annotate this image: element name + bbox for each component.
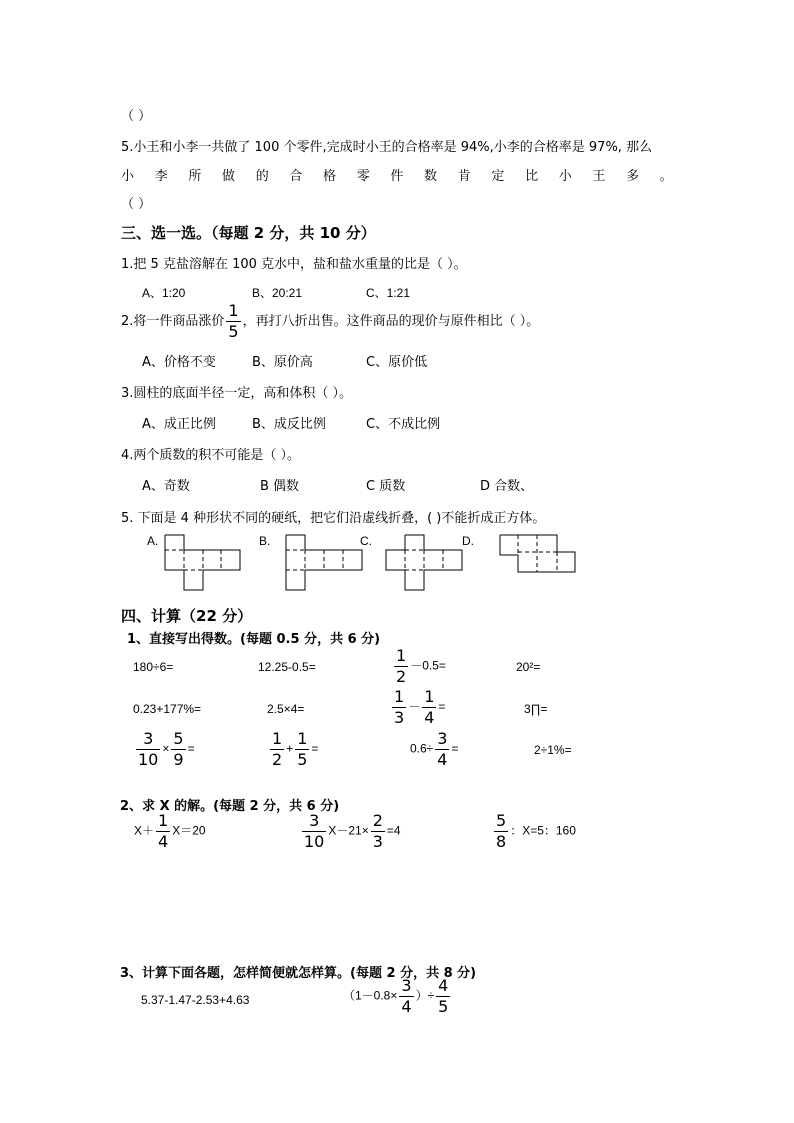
judge-q5-line2: 小 李 所 做 的 合 格 零 件 数 肯 定 比 小 王 多 。 [121,169,673,184]
option: A、成正比例 [142,417,216,432]
option: C、原价低 [366,355,428,370]
calc-item: $\frac{1}{3}$ － $\frac{1}{4}$ = [394,687,446,727]
option: B、成反比例 [252,417,326,432]
net-label-c: C. [360,534,372,548]
calc-item: 2÷1%= [534,743,572,757]
judge-q5-line1: 5.小王和小李一共做了 100 个零件,完成时小王的合格率是 94%,小李的合格率是 97%, 那么 [121,140,653,155]
sub-1-title: 1、直接写出得数。(每题 0.5 分，共 6 分) [127,632,381,647]
equation-3: $\frac{5}{8}$ ：X=5：160 [496,811,576,851]
section-3-title: 三、选一选。（每题 2 分，共 10 分） [121,224,376,242]
choice-q5: 5. 下面是 4 种形状不同的硬纸，把它们沿虚线折叠，( )不能折成正方体。 [121,511,546,526]
cube-nets-figure [160,530,590,596]
choice-q3: 3.圆柱的底面半径一定，高和体积（ ）。 [121,386,353,401]
option: A、1:20 [142,286,186,300]
option: A、奇数 [142,479,190,494]
option: C 质数 [366,479,406,494]
section-4-title: 四、计算（22 分） [121,607,253,625]
sub-3-title: 3、计算下面各题，怎样简便就怎样算。(每题 2 分，共 8 分) [120,966,477,981]
choice-q1: 1.把 5 克盐溶解在 100 克水中，盐和盐水重量的比是（ ）。 [121,257,467,272]
cube-net-b [286,535,362,590]
calc-item: $\frac{1}{2}$ + $\frac{1}{5}$ = [272,729,319,769]
calc-item: 12.25-0.5= [258,660,316,674]
option: B、20:21 [252,286,303,300]
choice-q2: 2.将一件商品涨价 $\frac{1}{5}$ ，再打八折出售。这件商品的现价与原件相比（ ）。 [121,301,540,341]
cube-net-d [500,535,575,572]
sub-2-title: 2、求 X 的解。(每题 2 分，共 6 分) [120,799,340,814]
net-label-d: D. [462,534,474,548]
equation-1: X＋ $\frac{1}{4}$ X＝20 [134,811,206,851]
answer-paren: （ ） [121,197,152,212]
option: C、不成比例 [366,417,441,432]
option: C、1:21 [366,286,411,300]
calc-item: 180÷6= [133,660,174,674]
option: B、原价高 [252,355,313,370]
option: D 合数、 [480,479,534,494]
option: A、价格不变 [142,355,216,370]
choice-q4: 4.两个质数的积不可能是（ ）。 [121,448,301,463]
simplify-1: 5.37-1.47-2.53+4.63 [141,993,250,1007]
calc-item: 3∏= [524,702,548,716]
net-label-a: A. [147,534,159,548]
calc-item: 20²= [516,660,541,674]
option: B 偶数 [260,479,300,494]
calc-item: $\frac{1}{2}$ －0.5= [396,646,446,686]
net-label-b: B. [259,534,271,548]
calc-item: $\frac{3}{10}$ × $\frac{5}{9}$ = [138,729,195,769]
equation-2: $\frac{3}{10}$ X－21× $\frac{2}{3}$ =4 [304,811,401,851]
cube-net-c [386,535,462,590]
answer-paren: （ ） [121,109,152,124]
calc-item: 0.6÷ $\frac{3}{4}$ = [410,729,459,769]
calc-item: 0.23+177%= [133,702,202,716]
simplify-2: （1－0.8× $\frac{3}{4}$ ）÷ $\frac{4}{5}$ [343,976,449,1016]
calc-item: 2.5×4= [267,702,305,716]
cube-net-a [165,535,240,590]
